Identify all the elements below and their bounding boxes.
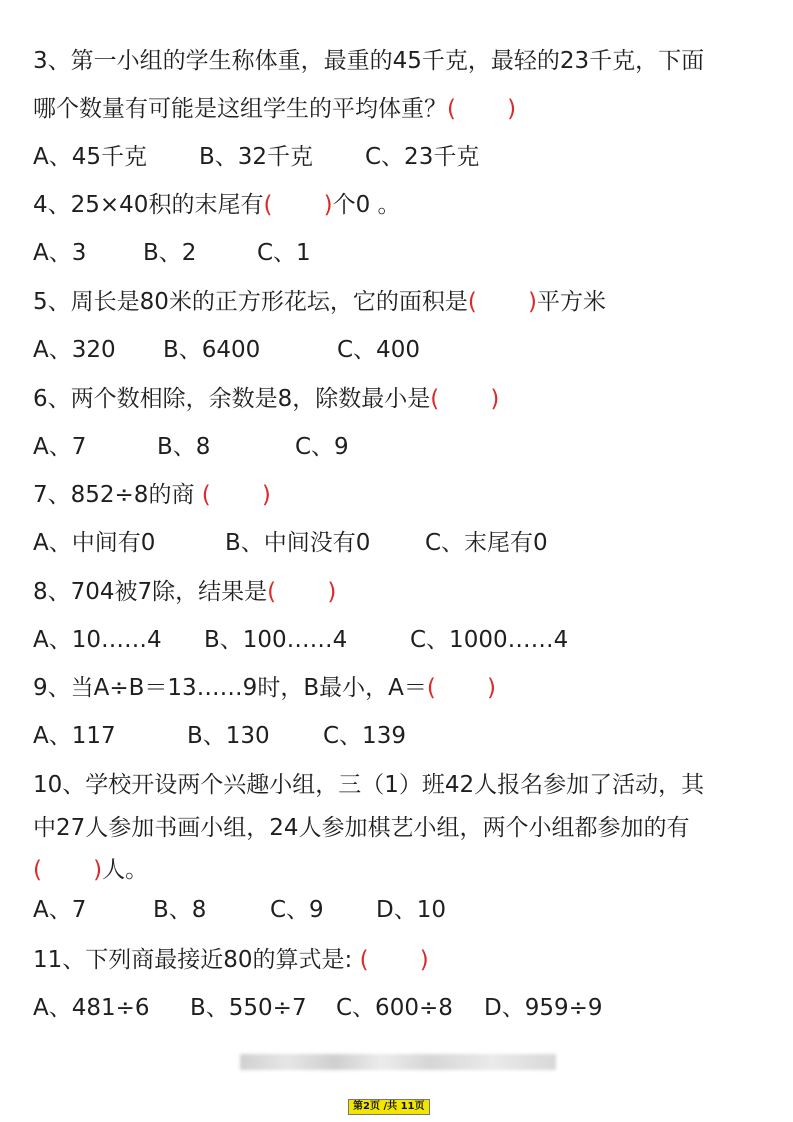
question-3-options <box>33 142 773 172</box>
question-8-options <box>33 625 773 655</box>
option-b: B、8 <box>153 897 207 923</box>
question-10-text-1: 10、学校开设两个兴趣小组，三（1）班42人报名参加了活动，其 <box>33 772 705 798</box>
option-c: C、9 <box>295 434 349 460</box>
option-d: D、10 <box>376 897 446 923</box>
question-8 <box>33 577 773 607</box>
option-c: C、600÷8 <box>336 995 453 1021</box>
option-a: A、7 <box>33 434 87 460</box>
question-10-options <box>33 895 773 925</box>
option-b: B、6400 <box>163 337 261 363</box>
question-7-text: 7、852÷8的商 <box>33 482 195 508</box>
question-8-answer-blank: ( ) <box>267 579 337 605</box>
question-3-answer-blank: ( ) <box>447 96 517 122</box>
option-a: A、320 <box>33 337 116 363</box>
option-b: B、100……4 <box>204 627 348 653</box>
question-6-text: 6、两个数相除，余数是8，除数最小是 <box>33 386 431 412</box>
question-5-after: 平方米 <box>537 289 607 315</box>
question-10-line-3 <box>33 855 773 885</box>
question-5-answer-blank: ( ) <box>467 289 538 315</box>
option-a: A、45千克 <box>33 144 148 170</box>
question-11-text: 11、下列商最接近80的算式是: <box>33 947 353 973</box>
question-4-after: 个0 。 <box>332 192 401 218</box>
question-7-answer-blank: ( ) <box>194 482 271 508</box>
question-3-text-1: 3、第一小组的学生称体重，最重的45千克，最轻的23千克，下面 <box>33 48 705 74</box>
option-c: C、400 <box>337 337 420 363</box>
question-11-options <box>33 993 773 1023</box>
question-10-line-1 <box>33 770 773 800</box>
question-5-options <box>33 335 773 365</box>
question-11-answer-blank: ( ) <box>352 947 429 973</box>
option-b: B、8 <box>157 434 211 460</box>
option-b: B、130 <box>187 723 270 749</box>
option-b: B、550÷7 <box>190 995 307 1021</box>
question-10-line-2 <box>33 813 773 843</box>
question-5 <box>33 287 773 317</box>
question-4 <box>33 190 773 220</box>
question-9-text: 9、当A÷B＝13……9时，B最小，A＝ <box>33 675 427 701</box>
option-a: A、117 <box>33 723 116 749</box>
question-4-answer-blank: ( ) <box>263 192 333 218</box>
option-a: A、3 <box>33 240 87 266</box>
option-c: C、末尾有0 <box>425 530 548 556</box>
page-number-label: 第2页 /共 11页 <box>348 1099 430 1115</box>
option-d: D、959÷9 <box>484 995 603 1021</box>
option-a: A、481÷6 <box>33 995 150 1021</box>
question-6-answer-blank: ( ) <box>430 386 500 412</box>
question-3-text-2: 哪个数量有可能是这组学生的平均体重？ <box>33 96 447 122</box>
option-b: B、中间没有0 <box>225 530 371 556</box>
blurred-watermark <box>240 1054 556 1070</box>
option-c: C、1000……4 <box>410 627 569 653</box>
question-7 <box>33 480 773 510</box>
question-9 <box>33 673 773 703</box>
option-c: C、1 <box>257 240 311 266</box>
question-11 <box>33 945 773 975</box>
question-6-options <box>33 432 773 462</box>
question-3-line-2 <box>33 94 773 124</box>
option-a: A、10……4 <box>33 627 162 653</box>
question-7-options <box>33 528 773 558</box>
question-10-answer-blank: ( ) <box>33 857 103 883</box>
question-10-text-2: 中27人参加书画小组，24人参加棋艺小组，两个小组都参加的有 <box>33 815 690 841</box>
option-c: C、9 <box>270 897 324 923</box>
question-4-options <box>33 238 773 268</box>
question-5-text: 5、周长是80米的正方形花坛，它的面积是 <box>33 289 468 315</box>
option-a: A、中间有0 <box>33 530 156 556</box>
question-8-text: 8、704被7除，结果是 <box>33 579 268 605</box>
question-4-text: 4、25×40积的末尾有 <box>33 192 264 218</box>
option-b: B、2 <box>143 240 197 266</box>
option-c: C、23千克 <box>365 144 480 170</box>
question-3-line-1 <box>33 46 773 76</box>
question-6 <box>33 384 773 414</box>
option-c: C、139 <box>323 723 406 749</box>
question-9-answer-blank: ( ) <box>426 675 496 701</box>
question-10-after: 人。 <box>102 857 149 883</box>
question-9-options <box>33 721 773 751</box>
option-b: B、32千克 <box>199 144 314 170</box>
option-a: A、7 <box>33 897 87 923</box>
